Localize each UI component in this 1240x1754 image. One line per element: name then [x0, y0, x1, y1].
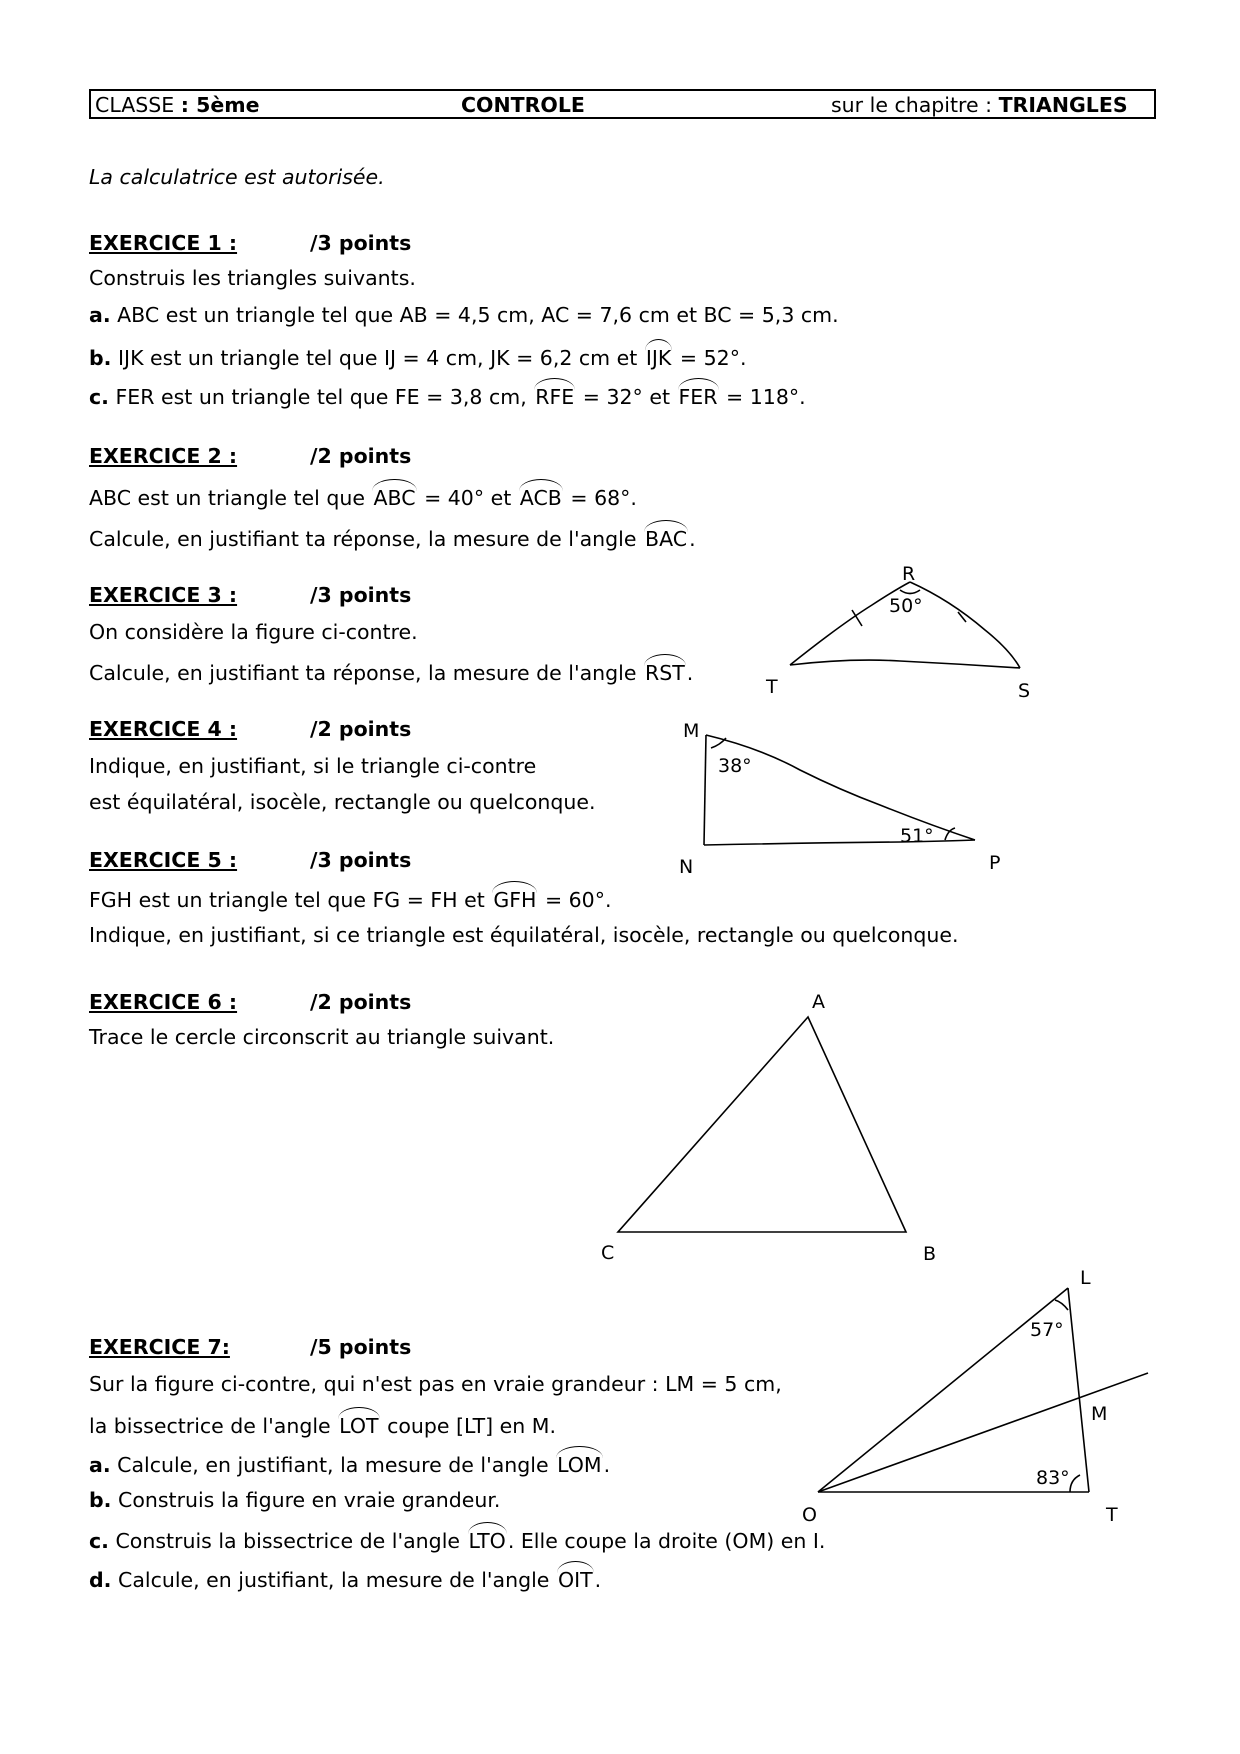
- class-label: CLASSE : 5ème: [95, 93, 260, 117]
- ex4-side-mp: [706, 735, 975, 840]
- ex2-line1: ABC est un triangle tel que ABC = 40° et ACB = 68°.: [89, 486, 637, 510]
- ex7-angle-l: 57°: [1030, 1319, 1064, 1341]
- ex3-triangle-figure: [790, 582, 1020, 668]
- chapter-label: sur le chapitre : TRIANGLES: [831, 93, 1128, 117]
- ex7-triangle-figure: [818, 1288, 1148, 1492]
- ex3-side-rs: [910, 582, 1020, 668]
- ex4-angle-p: 51°: [900, 825, 934, 847]
- ex2-line2: Calcule, en justifiant ta réponse, la mesure de l'angle BAC.: [89, 527, 696, 551]
- ex7-line2: la bissectrice de l'angle LOT coupe [LT] en M.: [89, 1414, 556, 1438]
- ex7-angle-arc-t: [1070, 1475, 1080, 1492]
- ex7-side-lt: [1068, 1288, 1089, 1492]
- ex6-label-c: C: [601, 1242, 615, 1264]
- ex3-angle-r: 50°: [889, 595, 923, 617]
- ex5-line1: FGH est un triangle tel que FG = FH et GFH = 60°.: [89, 888, 612, 912]
- ex6-triangle-abc: [618, 1017, 906, 1232]
- ex3-label-r: R: [902, 563, 916, 585]
- ex6-label-a: A: [812, 991, 825, 1013]
- ex3-points: /3 points: [310, 583, 412, 607]
- ex6-line1: Trace le cercle circonscrit au triangle suivant.: [89, 1025, 555, 1049]
- ex7-side-ol: [818, 1288, 1068, 1492]
- ex3-line1: On considère la figure ci-contre.: [89, 620, 418, 644]
- ex3-tick-rs: [958, 612, 966, 622]
- ex4-line2: est équilatéral, isocèle, rectangle ou quelconque.: [89, 790, 596, 814]
- ex3-angle-arc-r: [900, 590, 920, 594]
- ex5-line2: Indique, en justifiant, si ce triangle est équilatéral, isocèle, rectangle ou quelconque.: [89, 923, 959, 947]
- ex7-bisector-om: [818, 1373, 1148, 1492]
- ex2-points: /2 points: [310, 444, 412, 468]
- ex7-angle-arc-l: [1055, 1300, 1068, 1310]
- ex3-side-tr: [790, 582, 910, 665]
- ex4-angle-arc-p: [945, 828, 955, 840]
- ex7-item-c: c. Construis la bissectrice de l'angle LTO. Elle coupe la droite (OM) en I.: [89, 1529, 826, 1553]
- ex4-triangle-figure: [704, 735, 975, 845]
- ex4-line1: Indique, en justifiant, si le triangle ci-contre: [89, 754, 537, 778]
- ex7-points: /5 points: [310, 1335, 412, 1359]
- ex1-heading: EXERCICE 1 :: [89, 231, 238, 255]
- ex7-angle-t: 83°: [1036, 1467, 1070, 1489]
- ex7-label-l: L: [1080, 1267, 1091, 1289]
- ex3-label-s: S: [1018, 680, 1031, 702]
- ex5-points: /3 points: [310, 848, 412, 872]
- ex1-item-b: b. IJK est un triangle tel que IJ = 4 cm, JK = 6,2 cm et IJK = 52°.: [89, 346, 747, 370]
- ex3-label-t: T: [766, 676, 778, 698]
- ex4-label-m: M: [683, 720, 700, 742]
- ex4-label-p: P: [989, 852, 1001, 874]
- ex7-item-b: b. Construis la figure en vraie grandeur.: [89, 1488, 501, 1512]
- ex6-points: /2 points: [310, 990, 412, 1014]
- ex7-label-t: T: [1106, 1504, 1118, 1526]
- ex5-heading: EXERCICE 5 :: [89, 848, 238, 872]
- ex6-label-b: B: [923, 1243, 937, 1265]
- ex7-heading: EXERCICE 7:: [89, 1335, 230, 1359]
- ex3-heading: EXERCICE 3 :: [89, 583, 238, 607]
- ex3-line2: Calcule, en justifiant ta réponse, la mesure de l'angle RST.: [89, 661, 694, 685]
- ex4-angle-m: 38°: [718, 755, 752, 777]
- ex7-label-o: O: [802, 1504, 817, 1526]
- ex7-line1: Sur la figure ci-contre, qui n'est pas en vraie grandeur : LM = 5 cm,: [89, 1372, 782, 1396]
- ex1-points: /3 points: [310, 231, 412, 255]
- page-title: CONTROLE: [461, 93, 585, 117]
- ex4-label-n: N: [679, 856, 694, 878]
- ex4-side-np: [704, 840, 975, 845]
- ex4-heading: EXERCICE 4 :: [89, 717, 238, 741]
- ex7-item-a: a. Calcule, en justifiant, la mesure de l'angle LOM.: [89, 1453, 611, 1477]
- ex1-item-c: c. FER est un triangle tel que FE = 3,8 cm, RFE = 32° et FER = 118°.: [89, 385, 806, 409]
- ex3-side-ts: [790, 660, 1020, 668]
- ex2-heading: EXERCICE 2 :: [89, 444, 238, 468]
- ex4-angle-arc-m: [711, 738, 726, 748]
- header-box: [89, 89, 1156, 119]
- ex3-tick-tr: [852, 610, 862, 626]
- ex1-intro: Construis les triangles suivants.: [89, 266, 416, 290]
- ex7-label-m: M: [1091, 1403, 1108, 1425]
- ex6-triangle-figure: [618, 1017, 906, 1232]
- ex7-item-d: d. Calcule, en justifiant, la mesure de l'angle OIT.: [89, 1568, 602, 1592]
- calculator-note: La calculatrice est autorisée.: [89, 165, 385, 189]
- ex6-heading: EXERCICE 6 :: [89, 990, 238, 1014]
- ex1-item-a: a. ABC est un triangle tel que AB = 4,5 cm, AC = 7,6 cm et BC = 5,3 cm.: [89, 303, 839, 327]
- ex4-side-mn: [704, 735, 706, 845]
- ex4-points: /2 points: [310, 717, 412, 741]
